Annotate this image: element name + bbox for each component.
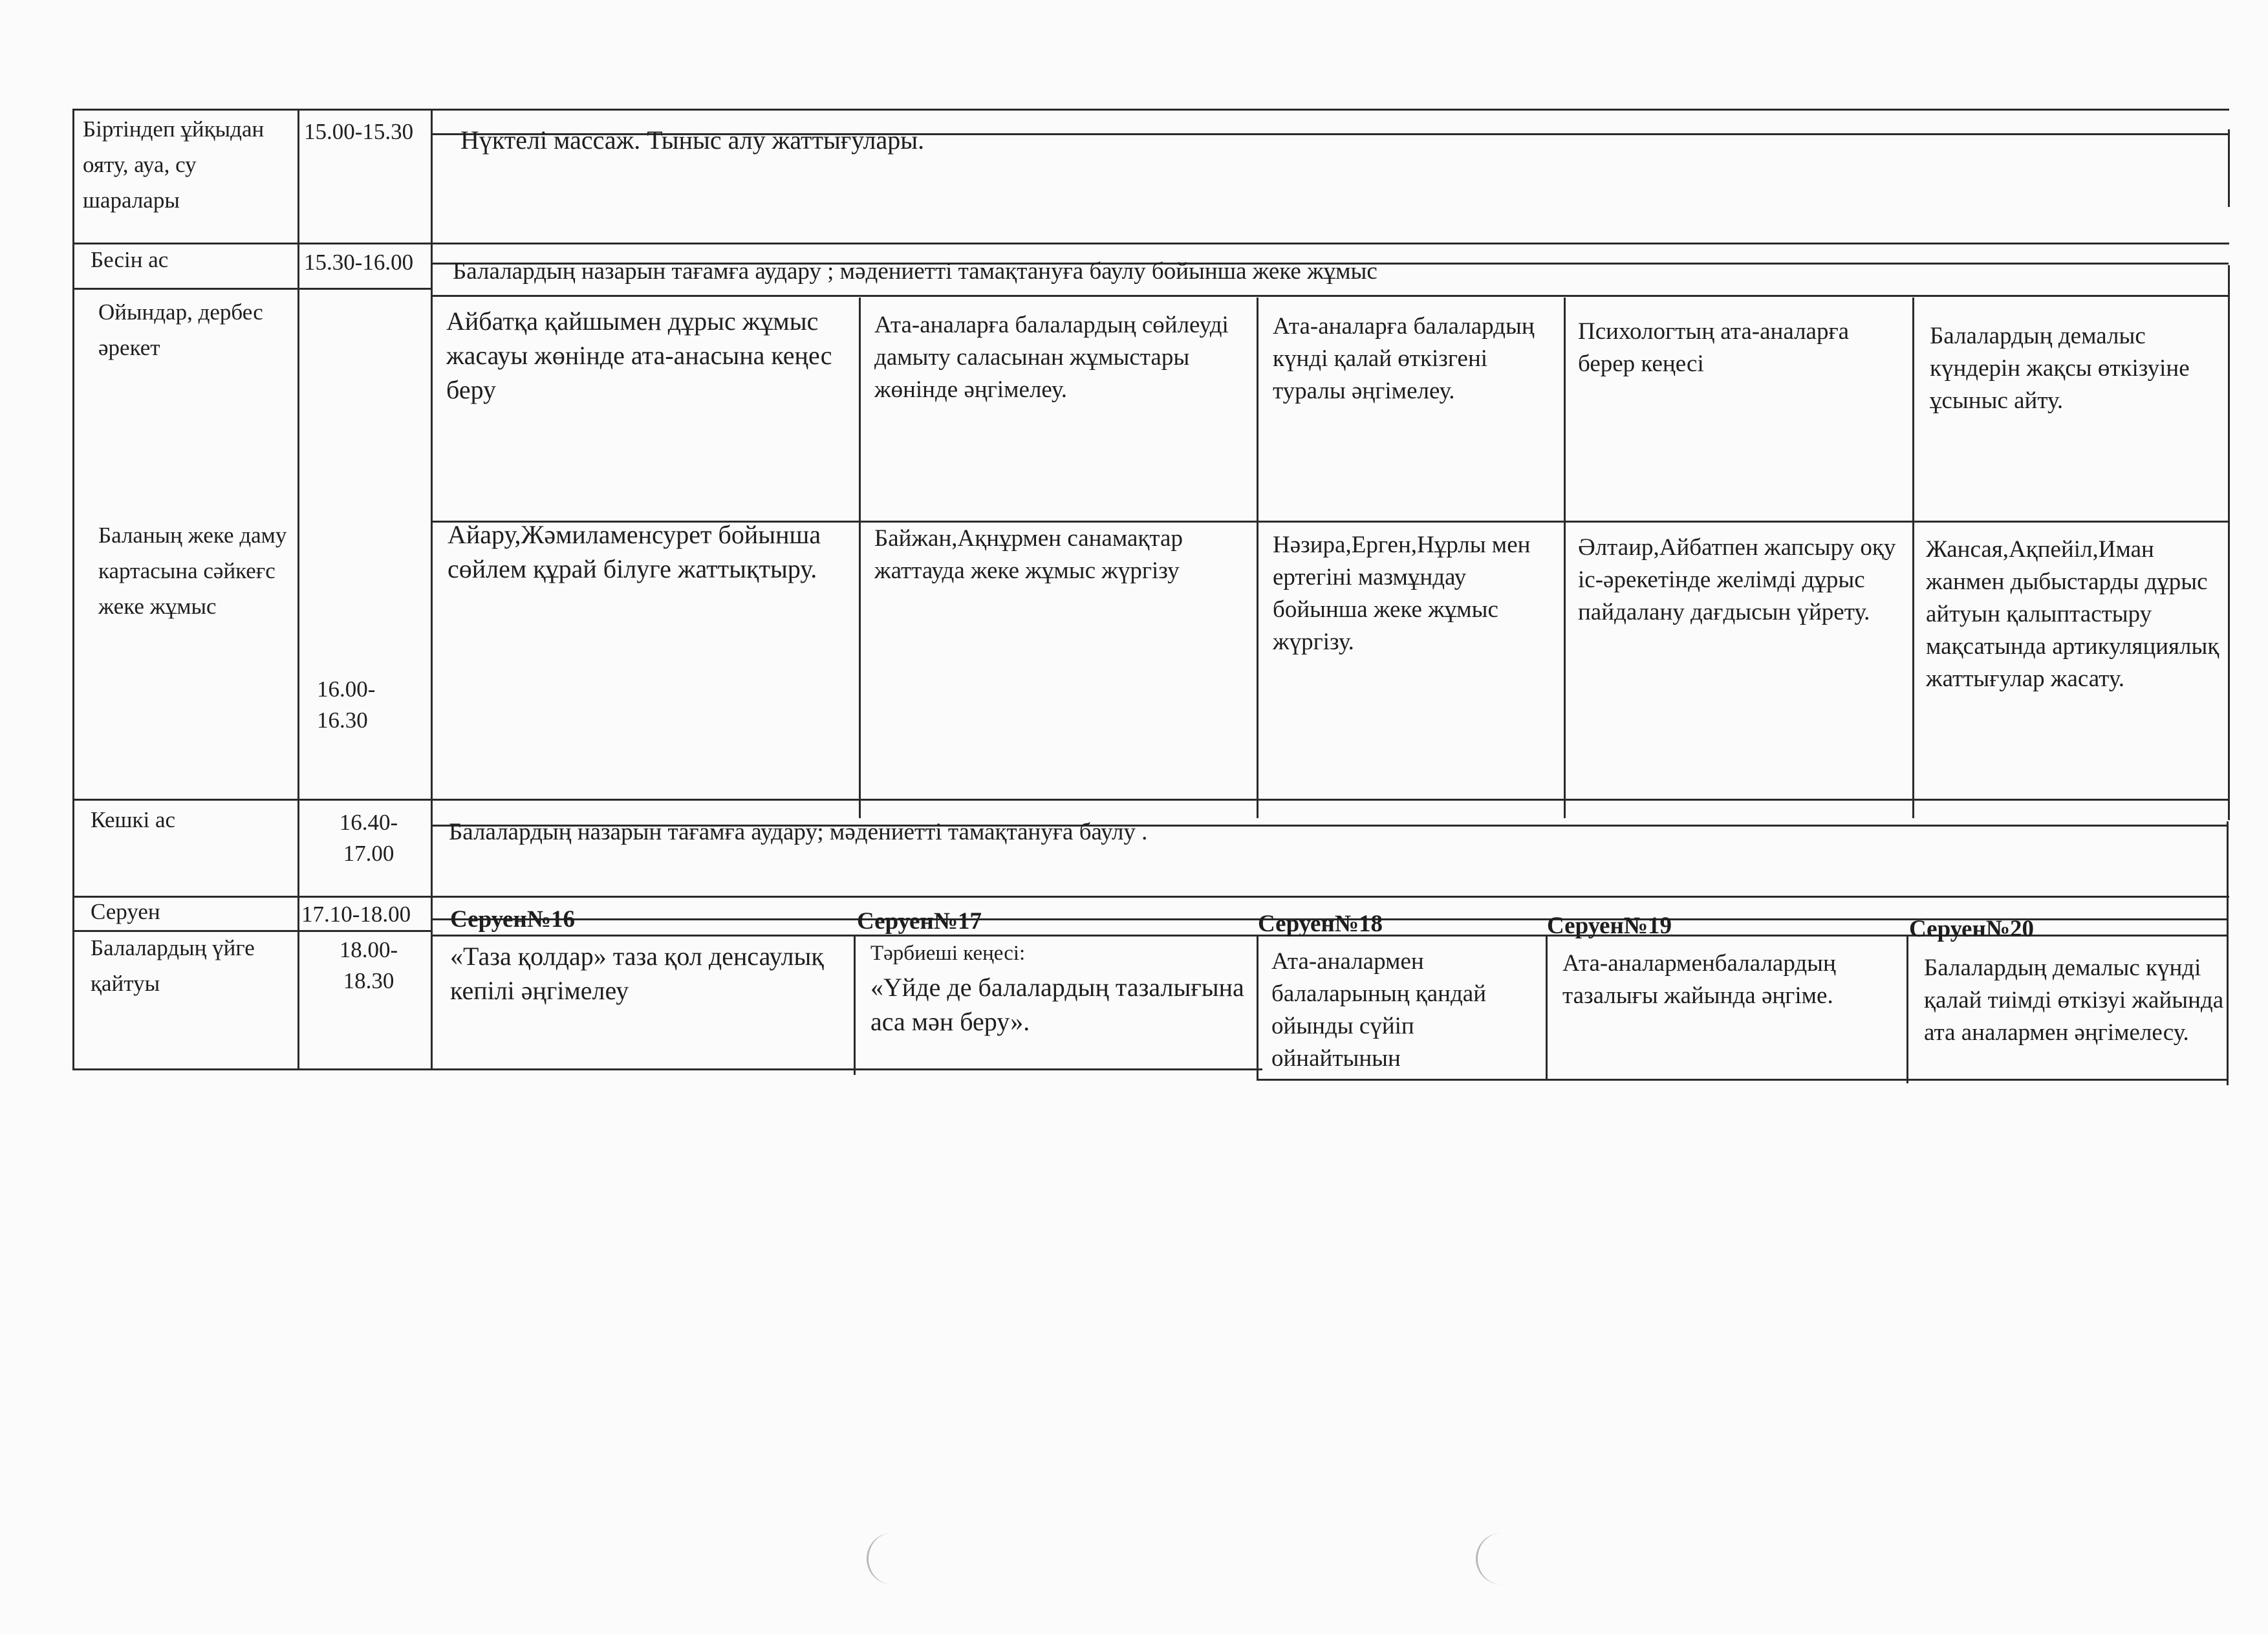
- row-time-dinner: 16.40-17.00: [339, 810, 398, 866]
- column-divider-4b: [1906, 935, 1908, 1083]
- scan-mark-left: [867, 1533, 894, 1585]
- row-divider-snack: [72, 243, 2229, 244]
- column-divider-4: [1912, 298, 1914, 818]
- walk-cell-5: Серуен№20: [1909, 916, 2034, 942]
- column-divider-label: [297, 109, 299, 1070]
- table-border-left: [72, 109, 74, 1070]
- games-cell-2: Ата-аналарға балалардың сөйлеуді дамыту саласынан жұмыстары жөнінде әңгімелеу.: [874, 312, 1229, 403]
- home-cell-3: Ата-аналармен балаларының қандай ойынды сүйіп ойнайтынын: [1271, 948, 1486, 1072]
- row-divider-games-cells: [431, 295, 2229, 297]
- walk-cell-1: Серуен№16: [450, 906, 575, 932]
- row-label-dinner: Кешкі ас: [91, 807, 176, 832]
- row-time-snack: 15.30-16.00: [304, 250, 414, 275]
- scan-mark-right: [1476, 1533, 1504, 1585]
- walk-cell-3: Серуен№18: [1258, 911, 1383, 937]
- walk-cell-4: Серуен№19: [1547, 913, 1672, 938]
- games-cell-5: Балалардың демалыс күндерін жақсы өткізуіне ұсыныс айту.: [1930, 323, 2190, 414]
- individual-cell-4: Әлтаир,Айбатпен жапсыру оқу іс-әрекетінде желімді дұрыс пайдалану дағдысын үйрету.: [1578, 534, 1896, 625]
- column-divider-2: [1257, 298, 1258, 818]
- home-cell-5: Балалардың демалыс күнді қалай тиімді өткізуі жайында ата аналармен әңгімелесу.: [1924, 955, 2224, 1046]
- home-cell-2-main: «Үйде де балалардың тазалығына аса мән беру».: [870, 973, 1244, 1036]
- individual-cell-3: Нәзира,Ерген,Нұрлы мен ертегіні мазмұндау бойынша жеке жұмыс жүргізу.: [1273, 532, 1531, 655]
- individual-cell-5: Жансая,Ақпейіл,Иман жанмен дыбыстарды дұрыс айтуын қалыптастыру мақсатында артикуляциялық жаттығулар жасату.: [1926, 536, 2219, 692]
- walk-cell-2: Серуен№17: [857, 908, 982, 934]
- row-time-wakeup: 15.00-15.30: [304, 119, 414, 144]
- row-time-individual: 16.00-16.30: [317, 677, 376, 733]
- home-cell-4: Ата-аналарменбалалардың тазалығы жайында әңгіме.: [1562, 950, 1836, 1009]
- row-text-dinner: Балалардың назарын тағамға аудару; мәдениетті тамақтануға баулу .: [449, 819, 1148, 845]
- table-border-bottom: [72, 1068, 1262, 1070]
- games-cell-3: Ата-аналарға балалардың күнді қалай өткізгені туралы әңгімелеу.: [1273, 313, 1535, 404]
- home-cell-1: «Таза қолдар» таза қол денсаулық кепілі әңгімелеу: [450, 942, 824, 1005]
- column-divider-3b: [1546, 935, 1548, 1080]
- table-border-right-upper: [2228, 129, 2230, 207]
- row-text-wakeup: Нүктелі массаж. Тыныс алу жаттығулары.: [460, 125, 925, 155]
- table-border-top: [72, 109, 2229, 111]
- column-divider-2b: [1257, 935, 1258, 1080]
- row-label-wakeup: Біртіндеп ұйқыдан ояту, ауа, су шаралары: [83, 116, 265, 213]
- games-cell-4: Психологтың ата-аналарға берер кеңесі: [1578, 318, 1850, 377]
- row-divider-games: [72, 288, 432, 290]
- column-divider-1: [859, 298, 861, 818]
- individual-cell-2: Байжан,Ақнұрмен санамақтар жаттауда жеке жұмыс жүргізу: [874, 525, 1183, 584]
- row-label-games: Ойындар, дербес әрекет: [98, 299, 263, 360]
- row-time-home: 18.00-18.30: [339, 937, 398, 993]
- row-label-individual: Баланың жеке даму картасына сәйкеғс жеке жұмыс: [98, 523, 287, 619]
- games-cell-1: Айбатқа қайшымен дұрыс жұмыс жасауы жөнінде ата-анасына кеңес беру: [446, 307, 832, 404]
- row-divider-walk: [72, 896, 2229, 898]
- row-time-walk: 17.10-18.00: [301, 902, 411, 927]
- table-border-right-lower: [2227, 821, 2229, 1085]
- row-label-snack: Бесін ас: [91, 247, 169, 272]
- table-border-right-mid: [2228, 265, 2230, 820]
- row-text-snack: Балалардың назарын тағамға аудару ; мәдениетті тамақтануға баулу бойынша жеке жұмыс: [453, 258, 1377, 285]
- individual-cell-1: Айару,Жәмиламенсурет бойынша сөйлем құрай білуге жаттықтыру.: [448, 520, 821, 583]
- row-label-walk: Серуен: [91, 899, 160, 924]
- column-divider-1b: [854, 935, 856, 1075]
- row-label-home: Балалардың үйге қайтуы: [91, 935, 255, 996]
- column-divider-3: [1564, 298, 1566, 818]
- home-cell-2-heading: Тәрбиеші кеңесі:: [870, 942, 1026, 965]
